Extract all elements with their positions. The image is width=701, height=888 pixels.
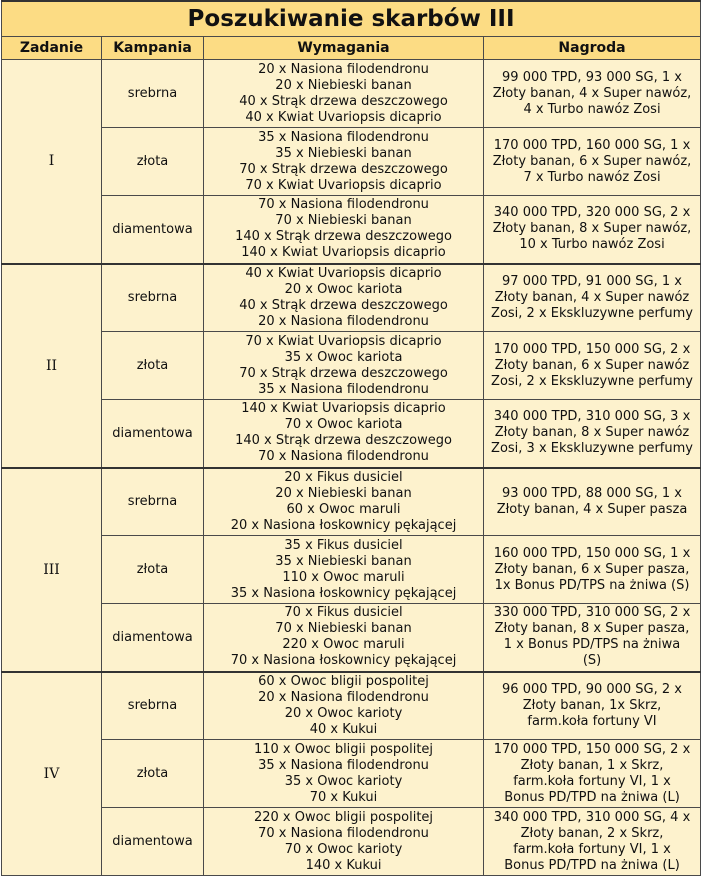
requirement-line: 35 x Nasiona filodendronu <box>258 381 429 397</box>
campaign-cell: srebrna <box>102 468 204 536</box>
rewards-table <box>1 0 701 876</box>
reward-line: 170 000 TPD, 150 000 SG, 2 x <box>493 341 691 357</box>
requirements-cell <box>204 332 484 400</box>
reward-line: farm.koła fortuny VI, 1 x <box>513 773 671 789</box>
reward-line: Złoty banan, 2 x Skrz, <box>520 825 664 841</box>
requirement-line: 140 x Kwiat Uvariopsis dicaprio <box>241 245 446 261</box>
requirement-line: 35 x Nasiona łoskownicy pękającej <box>230 585 457 601</box>
reward-cell <box>484 468 701 536</box>
campaign-cell: złota <box>102 332 204 400</box>
requirement-line: 20 x Nasiona filodendronu <box>258 61 429 77</box>
requirement-line: 20 x Nasiona filodendronu <box>258 689 429 705</box>
requirement-line: 20 x Owoc kariota <box>284 281 403 297</box>
reward-line: 4 x Turbo nawóz Zosi <box>523 101 661 117</box>
reward-line: Złoty banan, 8 x Super pasza, <box>494 621 690 637</box>
reward-line: Bonus PD/TPD na żniwa (L) <box>504 789 680 805</box>
reward-cell <box>484 740 701 808</box>
requirements-cell <box>204 468 484 536</box>
requirement-line: 140 x Strąk drzewa deszczowego <box>235 229 452 245</box>
column-header-task: Zadanie <box>2 37 102 60</box>
campaign-cell: diamentowa <box>102 808 204 876</box>
campaign-cell: srebrna <box>102 264 204 332</box>
requirements-cell <box>204 196 484 264</box>
reward-line: 1 x Bonus PD/TPS na żniwa <box>503 637 681 653</box>
table-row <box>2 196 701 264</box>
requirement-line: 70 x Nasiona filodendronu <box>258 825 429 841</box>
requirement-line: 70 x Niebieski banan <box>275 213 412 229</box>
requirement-line: 60 x Owoc maruli <box>286 501 401 517</box>
requirements-cell <box>204 672 484 740</box>
campaign-cell: srebrna <box>102 672 204 740</box>
requirement-line: 140 x Kwiat Uvariopsis dicaprio <box>241 401 446 417</box>
requirement-line: 35 x Nasiona filodendronu <box>258 757 429 773</box>
requirements-cell <box>204 264 484 332</box>
reward-line: 330 000 TPD, 310 000 SG, 2 x <box>493 605 691 621</box>
table-row <box>2 264 701 332</box>
reward-line: 170 000 TPD, 150 000 SG, 2 x <box>493 741 691 757</box>
requirement-line: 70 x Strąk drzewa deszczowego <box>239 161 448 177</box>
table-row <box>2 808 701 876</box>
reward-line: 10 x Turbo nawóz Zosi <box>519 237 665 253</box>
reward-line: Złoty banan, 6 x Super nawóz, <box>492 153 692 169</box>
requirements-cell <box>204 400 484 468</box>
reward-cell <box>484 332 701 400</box>
reward-cell <box>484 400 701 468</box>
reward-line: 170 000 TPD, 160 000 SG, 1 x <box>493 137 691 153</box>
requirement-line: 35 x Nasiona filodendronu <box>258 129 429 145</box>
requirement-line: 40 x Kukui <box>309 721 378 737</box>
reward-line: Bonus PD/TPD na żniwa (L) <box>504 857 680 873</box>
reward-line: farm.koła fortuny VI <box>527 713 657 729</box>
table-row <box>2 740 701 808</box>
campaign-cell: diamentowa <box>102 400 204 468</box>
table-body <box>2 60 701 876</box>
reward-line: Zosi, 2 x Ekskluzywne perfumy <box>491 373 693 389</box>
column-header-requirements: Wymagania <box>204 37 484 60</box>
reward-line: 93 000 TPD, 88 000 SG, 1 x <box>502 485 682 501</box>
requirement-line: 70 x Nasiona łoskownicy pękającej <box>230 653 457 669</box>
reward-line: 160 000 TPD, 150 000 SG, 1 x <box>493 545 691 561</box>
requirement-line: 140 x Kukui <box>305 857 382 873</box>
task-cell: I <box>2 60 102 264</box>
requirement-line: 20 x Nasiona łoskownicy pękającej <box>230 517 457 533</box>
reward-line: Złoty banan, 8 x Super nawóz <box>494 425 690 441</box>
requirement-line: 35 x Niebieski banan <box>275 553 412 569</box>
task-cell: II <box>2 264 102 468</box>
reward-line: (S) <box>582 653 602 669</box>
requirement-line: 220 x Owoc maruli <box>282 637 405 653</box>
reward-line: Złoty banan, 6 x Super nawóz <box>494 357 690 373</box>
task-cell: III <box>2 468 102 672</box>
table-row <box>2 332 701 400</box>
task-cell: IV <box>2 672 102 876</box>
reward-line: Zosi, 3 x Ekskluzywne perfumy <box>491 441 693 457</box>
requirement-line: 35 x Owoc karioty <box>284 773 403 789</box>
campaign-cell: srebrna <box>102 60 204 128</box>
requirement-line: 35 x Fikus dusiciel <box>284 537 403 553</box>
requirement-line: 220 x Owoc bligii pospolitej <box>253 809 434 825</box>
campaign-cell: złota <box>102 740 204 808</box>
reward-cell <box>484 128 701 196</box>
reward-line: Złoty banan, 6 x Super pasza, <box>494 561 690 577</box>
campaign-cell: diamentowa <box>102 604 204 672</box>
table-row <box>2 400 701 468</box>
requirement-line: 70 x Owoc kariota <box>284 417 403 433</box>
campaign-cell: złota <box>102 128 204 196</box>
reward-line: 96 000 TPD, 90 000 SG, 2 x <box>502 681 682 697</box>
requirement-line: 40 x Strąk drzewa deszczowego <box>239 297 448 313</box>
reward-line: 340 000 TPD, 310 000 SG, 4 x <box>493 809 691 825</box>
reward-line: 97 000 TPD, 91 000 SG, 1 x <box>502 273 682 289</box>
reward-line: Złoty banan, 4 x Super nawóz <box>494 289 690 305</box>
requirement-line: 70 x Owoc karioty <box>284 841 403 857</box>
requirement-line: 40 x Kwiat Uvariopsis dicaprio <box>245 265 442 281</box>
requirement-line: 140 x Strąk drzewa deszczowego <box>235 433 452 449</box>
reward-line: Złoty banan, 8 x Super nawóz, <box>492 221 692 237</box>
reward-cell <box>484 672 701 740</box>
reward-line: Złoty banan, 4 x Super nawóz, <box>492 85 692 101</box>
requirement-line: 70 x Nasiona filodendronu <box>258 197 429 213</box>
requirement-line: 20 x Niebieski banan <box>275 485 412 501</box>
header-row <box>2 37 701 60</box>
requirements-cell <box>204 740 484 808</box>
page-title: Poszukiwanie skarbów III <box>2 1 701 37</box>
requirement-line: 40 x Kwiat Uvariopsis dicaprio <box>245 109 442 125</box>
table-row <box>2 672 701 740</box>
requirement-line: 20 x Nasiona filodendronu <box>258 313 429 329</box>
reward-line: farm.koła fortuny VI, 1 x <box>513 841 671 857</box>
requirement-line: 20 x Niebieski banan <box>275 77 412 93</box>
reward-cell <box>484 60 701 128</box>
requirement-line: 70 x Strąk drzewa deszczowego <box>239 365 448 381</box>
table-row <box>2 604 701 672</box>
reward-line: 7 x Turbo nawóz Zosi <box>523 169 661 185</box>
table-row <box>2 536 701 604</box>
table-row <box>2 128 701 196</box>
requirement-line: 20 x Fikus dusiciel <box>284 469 403 485</box>
reward-line: 99 000 TPD, 93 000 SG, 1 x <box>502 69 682 85</box>
requirements-cell <box>204 536 484 604</box>
requirements-cell <box>204 808 484 876</box>
requirement-line: 70 x Kukui <box>309 789 378 805</box>
requirement-line: 60 x Owoc bligii pospolitej <box>258 673 429 689</box>
campaign-cell: diamentowa <box>102 196 204 264</box>
requirement-line: 35 x Niebieski banan <box>275 145 412 161</box>
reward-cell <box>484 604 701 672</box>
reward-line: 340 000 TPD, 310 000 SG, 3 x <box>493 409 691 425</box>
requirements-cell <box>204 128 484 196</box>
table-row <box>2 60 701 128</box>
reward-line: 340 000 TPD, 320 000 SG, 2 x <box>493 205 691 221</box>
table-row <box>2 468 701 536</box>
requirement-line: 35 x Owoc kariota <box>284 349 403 365</box>
reward-line: 1x Bonus PD/TPS na żniwa (S) <box>494 577 690 593</box>
reward-cell <box>484 264 701 332</box>
column-header-campaign: Kampania <box>102 37 204 60</box>
campaign-cell: złota <box>102 536 204 604</box>
reward-line: Złoty banan, 4 x Super pasza <box>496 501 688 517</box>
requirement-line: 70 x Kwiat Uvariopsis dicaprio <box>245 177 442 193</box>
requirements-cell <box>204 604 484 672</box>
reward-cell <box>484 196 701 264</box>
requirement-line: 110 x Owoc maruli <box>282 569 405 585</box>
requirement-line: 40 x Strąk drzewa deszczowego <box>239 93 448 109</box>
reward-cell <box>484 808 701 876</box>
requirement-line: 20 x Owoc karioty <box>284 705 403 721</box>
requirement-line: 70 x Nasiona filodendronu <box>258 449 429 465</box>
column-header-reward: Nagroda <box>484 37 701 60</box>
reward-cell <box>484 536 701 604</box>
requirement-line: 70 x Niebieski banan <box>275 621 412 637</box>
requirement-line: 70 x Fikus dusiciel <box>284 605 403 621</box>
requirement-line: 110 x Owoc bligii pospolitej <box>253 741 434 757</box>
reward-line: Złoty banan, 1x Skrz, <box>522 697 662 713</box>
requirements-cell <box>204 60 484 128</box>
reward-line: Złoty banan, 1 x Skrz, <box>520 757 664 773</box>
reward-line: Zosi, 2 x Ekskluzywne perfumy <box>491 305 693 321</box>
requirement-line: 70 x Kwiat Uvariopsis dicaprio <box>245 333 442 349</box>
